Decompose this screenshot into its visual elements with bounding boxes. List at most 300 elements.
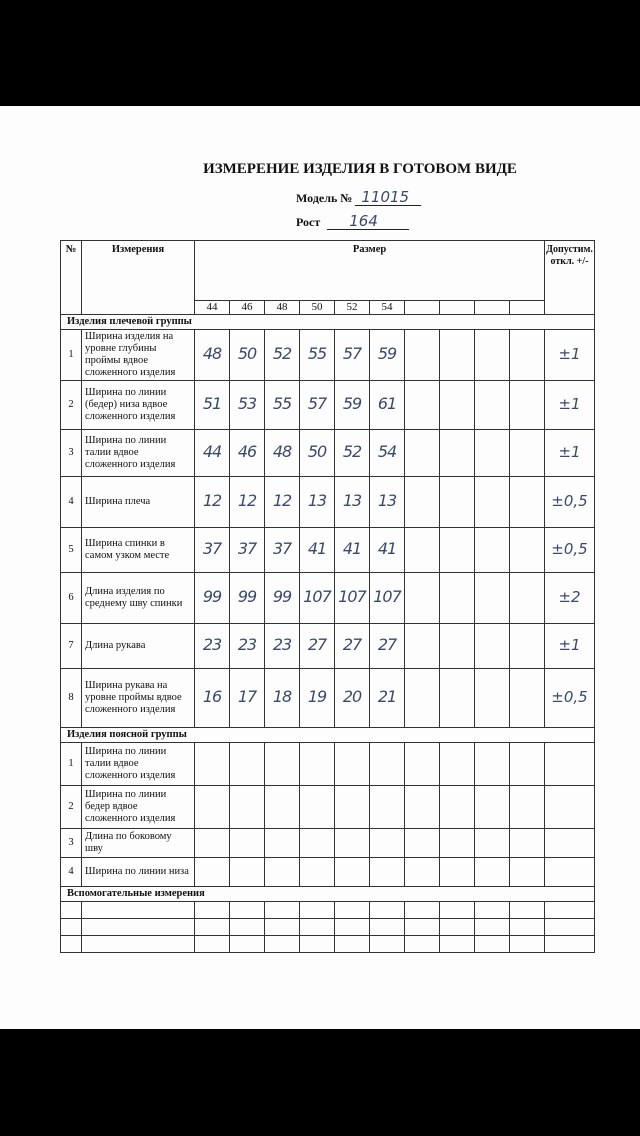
value-cell xyxy=(230,669,265,728)
value-cell xyxy=(510,430,545,477)
value-cell-handwritten: 55 xyxy=(307,343,327,363)
value-cell-handwritten: 41 xyxy=(377,538,397,558)
value-cell xyxy=(475,330,510,381)
section-shoulder-group-title: Изделия плечевой группы xyxy=(61,315,595,330)
tolerance-cell xyxy=(545,381,595,430)
measurement-name: Ширина изделия на уровне глубины проймы вдвое сложенного изделия xyxy=(82,330,195,381)
size-value-handwritten: 54 xyxy=(381,301,393,313)
value-cell xyxy=(405,430,440,477)
value-cell xyxy=(405,786,440,829)
value-cell xyxy=(300,786,335,829)
value-cell xyxy=(335,477,370,528)
tolerance-cell xyxy=(545,528,595,573)
tolerance-cell xyxy=(545,829,595,858)
value-cell xyxy=(440,430,475,477)
value-cell xyxy=(300,743,335,786)
value-cell xyxy=(300,573,335,624)
value-cell xyxy=(405,381,440,430)
value-cell xyxy=(370,624,405,669)
row-number: 8 xyxy=(61,669,82,728)
value-cell xyxy=(300,430,335,477)
value-cell xyxy=(475,919,510,936)
value-cell xyxy=(510,573,545,624)
size-value-handwritten: 44 xyxy=(206,301,218,313)
value-cell xyxy=(335,624,370,669)
value-cell xyxy=(265,330,300,381)
value-cell xyxy=(370,902,405,919)
row-number: 4 xyxy=(61,477,82,528)
value-cell-handwritten: 44 xyxy=(202,441,222,461)
tolerance-cell xyxy=(545,624,595,669)
value-cell-handwritten: 107 xyxy=(303,586,331,606)
value-cell-handwritten: 48 xyxy=(202,343,222,363)
value-cell xyxy=(335,573,370,624)
value-cell xyxy=(405,528,440,573)
size-cell xyxy=(230,301,265,315)
table-row xyxy=(61,330,595,381)
table-row xyxy=(61,919,595,936)
value-cell xyxy=(300,528,335,573)
value-cell xyxy=(230,573,265,624)
value-cell xyxy=(265,477,300,528)
value-cell xyxy=(300,919,335,936)
size-cell xyxy=(265,301,300,315)
value-cell xyxy=(405,330,440,381)
value-cell-handwritten: 55 xyxy=(272,393,292,413)
row-number: 4 xyxy=(61,858,82,887)
value-cell xyxy=(510,786,545,829)
value-cell-handwritten: 52 xyxy=(272,343,292,363)
table-row xyxy=(61,829,595,858)
value-cell-handwritten: 16 xyxy=(202,686,222,706)
value-cell xyxy=(195,624,230,669)
measurement-name xyxy=(82,936,195,953)
value-cell-handwritten: 99 xyxy=(237,586,257,606)
table-row xyxy=(61,858,595,887)
value-cell xyxy=(230,919,265,936)
value-cell xyxy=(440,669,475,728)
value-cell xyxy=(195,919,230,936)
page-title: ИЗМЕРЕНИЕ ИЗДЕЛИЯ В ГОТОВОМ ВИДЕ xyxy=(203,161,517,177)
value-cell-handwritten: 13 xyxy=(342,490,362,510)
value-cell xyxy=(335,902,370,919)
value-cell-handwritten: 27 xyxy=(307,634,327,654)
value-cell xyxy=(300,330,335,381)
value-cell xyxy=(475,786,510,829)
value-cell-handwritten: 12 xyxy=(237,490,257,510)
value-cell xyxy=(335,330,370,381)
value-cell-handwritten: 41 xyxy=(342,538,362,558)
table-row xyxy=(61,528,595,573)
value-cell-handwritten: 12 xyxy=(272,490,292,510)
value-cell xyxy=(195,528,230,573)
value-cell-handwritten: 57 xyxy=(342,343,362,363)
value-cell xyxy=(475,743,510,786)
value-cell-handwritten: 37 xyxy=(237,538,257,558)
measurement-name: Длина по боковому шву xyxy=(82,829,195,858)
value-cell-handwritten: 59 xyxy=(342,393,362,413)
tolerance-cell xyxy=(545,902,595,919)
value-cell-handwritten: 27 xyxy=(377,634,397,654)
value-cell xyxy=(510,477,545,528)
table-row xyxy=(61,902,595,919)
value-cell xyxy=(370,573,405,624)
value-cell xyxy=(405,477,440,528)
header-measure: Измерения xyxy=(82,241,195,315)
table-body xyxy=(61,241,595,953)
value-cell-handwritten: 99 xyxy=(272,586,292,606)
value-cell-handwritten: 107 xyxy=(338,586,366,606)
section-auxiliary xyxy=(61,887,595,902)
size-cell xyxy=(195,301,230,315)
value-cell xyxy=(195,573,230,624)
value-cell-handwritten: 23 xyxy=(237,634,257,654)
value-cell xyxy=(370,477,405,528)
value-cell xyxy=(440,919,475,936)
value-cell xyxy=(195,743,230,786)
value-cell xyxy=(510,528,545,573)
value-cell xyxy=(510,902,545,919)
table-row xyxy=(61,430,595,477)
value-cell xyxy=(370,669,405,728)
value-cell xyxy=(265,669,300,728)
value-cell xyxy=(475,858,510,887)
value-cell xyxy=(230,477,265,528)
measurement-name: Ширина по линии бедер вдвое сложенного изделия xyxy=(82,786,195,829)
value-cell xyxy=(230,528,265,573)
value-cell xyxy=(300,669,335,728)
value-cell-handwritten: 13 xyxy=(307,490,327,510)
value-cell-handwritten: 48 xyxy=(272,441,292,461)
value-cell xyxy=(440,528,475,573)
value-cell xyxy=(300,936,335,953)
value-cell xyxy=(195,936,230,953)
value-cell xyxy=(265,902,300,919)
size-cell xyxy=(440,301,475,315)
header-tolerance: Допустим. откл. +/- xyxy=(545,241,595,315)
model-number-handwritten: 11015 xyxy=(361,188,410,206)
value-cell xyxy=(265,430,300,477)
tolerance-cell xyxy=(545,936,595,953)
value-cell-handwritten: 52 xyxy=(342,441,362,461)
size-cell xyxy=(300,301,335,315)
table-row xyxy=(61,669,595,728)
value-cell xyxy=(405,743,440,786)
value-cell xyxy=(440,381,475,430)
size-value-handwritten: 48 xyxy=(276,301,288,313)
tolerance-cell xyxy=(545,858,595,887)
value-cell xyxy=(230,330,265,381)
value-cell xyxy=(510,743,545,786)
tolerance-cell xyxy=(545,743,595,786)
value-cell-handwritten: 107 xyxy=(373,586,401,606)
value-cell xyxy=(475,829,510,858)
value-cell xyxy=(335,829,370,858)
size-value-handwritten: 50 xyxy=(311,301,323,313)
size-cell xyxy=(370,301,405,315)
value-cell xyxy=(510,330,545,381)
row-number xyxy=(61,902,82,919)
model-label: Модель № xyxy=(296,191,353,205)
height-label: Рост xyxy=(296,215,321,229)
section-auxiliary-title: Вспомогательные измерения xyxy=(61,887,595,902)
row-number: 1 xyxy=(61,743,82,786)
value-cell xyxy=(370,919,405,936)
value-cell xyxy=(405,902,440,919)
value-cell xyxy=(475,477,510,528)
tolerance-cell xyxy=(545,330,595,381)
value-cell xyxy=(335,669,370,728)
value-cell-handwritten: 27 xyxy=(342,634,362,654)
table-row xyxy=(61,743,595,786)
value-cell-handwritten: 61 xyxy=(377,393,397,413)
measurement-table xyxy=(60,240,595,953)
value-cell xyxy=(335,743,370,786)
value-cell-handwritten: 13 xyxy=(377,490,397,510)
row-number xyxy=(61,919,82,936)
value-cell xyxy=(370,786,405,829)
value-cell xyxy=(195,786,230,829)
value-cell-handwritten: 41 xyxy=(307,538,327,558)
row-number: 3 xyxy=(61,430,82,477)
height-handwritten: 164 xyxy=(349,212,378,230)
tolerance-cell-handwritten: ±1 xyxy=(558,442,581,461)
value-cell xyxy=(405,858,440,887)
value-cell-handwritten: 18 xyxy=(272,686,292,706)
value-cell xyxy=(440,858,475,887)
value-cell xyxy=(335,858,370,887)
value-cell xyxy=(510,919,545,936)
value-cell xyxy=(440,829,475,858)
value-cell xyxy=(335,786,370,829)
value-cell-handwritten: 53 xyxy=(237,393,257,413)
tolerance-cell-handwritten: ±0,5 xyxy=(551,539,588,558)
value-cell xyxy=(265,743,300,786)
value-cell xyxy=(230,936,265,953)
value-cell xyxy=(195,381,230,430)
value-cell xyxy=(440,330,475,381)
row-number: 6 xyxy=(61,573,82,624)
value-cell xyxy=(230,624,265,669)
value-cell xyxy=(335,919,370,936)
value-cell xyxy=(370,858,405,887)
measurement-name: Ширина по линии низа xyxy=(82,858,195,887)
value-cell-handwritten: 59 xyxy=(377,343,397,363)
value-cell-handwritten: 17 xyxy=(237,686,257,706)
value-cell-handwritten: 46 xyxy=(237,441,257,461)
value-cell xyxy=(370,430,405,477)
measurement-name: Длина рукава xyxy=(82,624,195,669)
value-cell xyxy=(475,381,510,430)
tolerance-cell-handwritten: ±2 xyxy=(558,587,581,606)
value-cell-handwritten: 21 xyxy=(377,686,397,706)
value-cell xyxy=(335,381,370,430)
value-cell xyxy=(335,430,370,477)
size-cell xyxy=(335,301,370,315)
measurement-name: Ширина плеча xyxy=(82,477,195,528)
value-cell xyxy=(265,624,300,669)
document-page xyxy=(0,106,640,1029)
value-cell xyxy=(370,829,405,858)
value-cell xyxy=(195,829,230,858)
value-cell xyxy=(265,786,300,829)
value-cell-handwritten: 99 xyxy=(202,586,222,606)
value-cell xyxy=(300,858,335,887)
value-cell xyxy=(230,902,265,919)
value-cell xyxy=(475,936,510,953)
row-number: 3 xyxy=(61,829,82,858)
value-cell-handwritten: 50 xyxy=(237,343,257,363)
table-row xyxy=(61,624,595,669)
value-cell-handwritten: 57 xyxy=(307,393,327,413)
size-cell xyxy=(475,301,510,315)
value-cell xyxy=(475,528,510,573)
tolerance-cell xyxy=(545,919,595,936)
value-cell xyxy=(370,936,405,953)
section-shoulder-group xyxy=(61,315,595,330)
header-no: № xyxy=(61,241,82,315)
value-cell xyxy=(475,669,510,728)
value-cell xyxy=(300,624,335,669)
table-row xyxy=(61,381,595,430)
value-cell xyxy=(265,829,300,858)
value-cell xyxy=(335,936,370,953)
value-cell xyxy=(335,528,370,573)
value-cell-handwritten: 54 xyxy=(377,441,397,461)
value-cell-handwritten: 20 xyxy=(342,686,362,706)
height-field xyxy=(296,212,409,230)
tolerance-cell xyxy=(545,669,595,728)
value-cell xyxy=(475,573,510,624)
value-cell-handwritten: 19 xyxy=(307,686,327,706)
value-cell xyxy=(265,936,300,953)
value-cell xyxy=(510,936,545,953)
value-cell-handwritten: 23 xyxy=(202,634,222,654)
value-cell xyxy=(230,381,265,430)
section-waist-group-title: Изделия поясной группы xyxy=(61,728,595,743)
value-cell xyxy=(265,528,300,573)
measurement-name: Ширина рукава на уровне проймы вдвое сложенного изделия xyxy=(82,669,195,728)
value-cell xyxy=(440,786,475,829)
value-cell xyxy=(195,669,230,728)
model-field xyxy=(296,188,421,206)
value-cell xyxy=(195,477,230,528)
value-cell-handwritten: 50 xyxy=(307,441,327,461)
tolerance-cell-handwritten: ±1 xyxy=(558,344,581,363)
value-cell-handwritten: 51 xyxy=(202,393,222,413)
measurement-name: Ширина по линии (бедер) низа вдвое сложенного изделия xyxy=(82,381,195,430)
value-cell xyxy=(510,624,545,669)
value-cell xyxy=(230,786,265,829)
value-cell xyxy=(265,573,300,624)
value-cell xyxy=(195,858,230,887)
value-cell xyxy=(300,902,335,919)
value-cell xyxy=(440,624,475,669)
value-cell xyxy=(300,829,335,858)
table-row xyxy=(61,573,595,624)
section-waist-group xyxy=(61,728,595,743)
value-cell-handwritten: 12 xyxy=(202,490,222,510)
row-number: 1 xyxy=(61,330,82,381)
value-cell xyxy=(195,330,230,381)
row-number: 2 xyxy=(61,381,82,430)
value-cell xyxy=(510,381,545,430)
value-cell xyxy=(440,573,475,624)
value-cell xyxy=(510,669,545,728)
value-cell xyxy=(440,743,475,786)
tolerance-cell-handwritten: ±0,5 xyxy=(551,491,588,510)
value-cell xyxy=(440,902,475,919)
value-cell xyxy=(405,573,440,624)
value-cell xyxy=(195,430,230,477)
value-cell xyxy=(440,936,475,953)
row-number xyxy=(61,936,82,953)
size-cell xyxy=(510,301,545,315)
tolerance-cell xyxy=(545,573,595,624)
value-cell xyxy=(475,624,510,669)
table-row xyxy=(61,786,595,829)
value-cell xyxy=(370,743,405,786)
value-cell xyxy=(475,902,510,919)
value-cell xyxy=(405,936,440,953)
row-number: 7 xyxy=(61,624,82,669)
measurement-name xyxy=(82,902,195,919)
value-cell xyxy=(300,381,335,430)
value-cell xyxy=(510,829,545,858)
row-number: 5 xyxy=(61,528,82,573)
tolerance-cell xyxy=(545,430,595,477)
measurement-name: Длина изделия по среднему шву спинки xyxy=(82,573,195,624)
value-cell xyxy=(510,858,545,887)
measurement-name: Ширина по линии талии вдвое сложенного изделия xyxy=(82,743,195,786)
table-row xyxy=(61,936,595,953)
value-cell xyxy=(265,919,300,936)
value-cell xyxy=(370,330,405,381)
measurement-name xyxy=(82,919,195,936)
size-value-handwritten: 52 xyxy=(346,301,358,313)
value-cell xyxy=(230,829,265,858)
value-cell xyxy=(230,430,265,477)
measurement-name: Ширина по линии талии вдвое сложенного изделия xyxy=(82,430,195,477)
value-cell xyxy=(370,381,405,430)
size-value-handwritten: 46 xyxy=(241,301,253,313)
value-cell-handwritten: 23 xyxy=(272,634,292,654)
tolerance-cell xyxy=(545,477,595,528)
tolerance-cell xyxy=(545,786,595,829)
size-cell xyxy=(405,301,440,315)
table-row xyxy=(61,477,595,528)
value-cell xyxy=(265,381,300,430)
value-cell xyxy=(405,669,440,728)
value-cell xyxy=(405,624,440,669)
value-cell-handwritten: 37 xyxy=(202,538,222,558)
tolerance-cell-handwritten: ±1 xyxy=(558,635,581,654)
value-cell xyxy=(195,902,230,919)
tolerance-cell-handwritten: ±0,5 xyxy=(551,687,588,706)
value-cell xyxy=(300,477,335,528)
tolerance-cell-handwritten: ±1 xyxy=(558,394,581,413)
value-cell xyxy=(230,858,265,887)
value-cell xyxy=(405,829,440,858)
value-cell xyxy=(370,528,405,573)
value-cell xyxy=(405,919,440,936)
value-cell-handwritten: 37 xyxy=(272,538,292,558)
measurement-name: Ширина спинки в самом узком месте xyxy=(82,528,195,573)
header-size: Размер xyxy=(195,241,545,301)
row-number: 2 xyxy=(61,786,82,829)
value-cell xyxy=(440,477,475,528)
value-cell xyxy=(475,430,510,477)
